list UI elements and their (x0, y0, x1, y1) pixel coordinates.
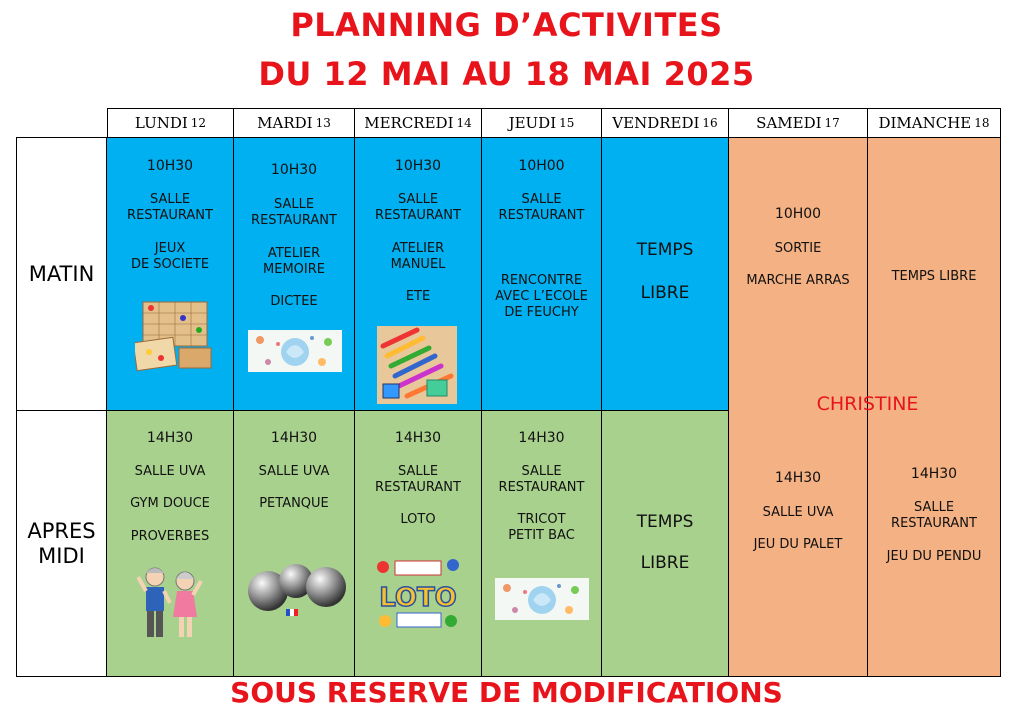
time: 14H30 (270, 430, 318, 446)
place: SALLE (521, 192, 562, 207)
activity: TEMPS (636, 240, 694, 260)
activity: PROVERBES (130, 529, 210, 544)
place: SALLE UVA (258, 464, 330, 479)
place: RESTAURANT (127, 208, 213, 223)
activity: PETIT BAC (508, 528, 575, 543)
time: 10H30 (146, 158, 194, 174)
seniors-exercise-image (137, 563, 203, 645)
row-label-apres-midi: APRES MIDI (16, 410, 107, 677)
day-header-mercredi: MERCREDI 14 (354, 108, 482, 138)
memory-brain-image (248, 330, 342, 372)
matin-vendredi-cell (601, 137, 729, 411)
time: 14H30 (518, 430, 565, 446)
day-header-vendredi: VENDREDI 16 (601, 108, 729, 138)
place: SALLE (397, 192, 439, 207)
place: RESTAURANT (891, 516, 977, 531)
place: SALLE UVA (762, 505, 834, 520)
activity: MARCHE ARRAS (746, 273, 850, 288)
craft-supplies-image (377, 326, 457, 404)
activity: TEMPS LIBRE (891, 269, 977, 284)
place: SALLE (521, 464, 562, 479)
activity: PETANQUE (259, 496, 329, 511)
activity: DICTEE (270, 294, 318, 309)
apres-vendredi-cell (601, 410, 729, 677)
apres-mardi-cell (233, 410, 355, 677)
day-header-dimanche: DIMANCHE 18 (867, 108, 1001, 138)
time: 10H30 (270, 162, 318, 178)
activity: DE SOCIETE (130, 257, 210, 272)
loto-logo-text: LOTO (379, 583, 457, 613)
time: 14H30 (774, 470, 822, 486)
activity: JEUX (154, 241, 186, 256)
activity: SORTIE (774, 241, 822, 256)
activity: JEU DU PENDU (886, 549, 982, 564)
activity: LIBRE (640, 283, 690, 303)
time: 14H30 (910, 466, 958, 482)
time: 10H00 (518, 158, 565, 174)
brain-games-image (495, 578, 589, 620)
place: RESTAURANT (375, 480, 461, 495)
activity: LIBRE (640, 553, 690, 573)
apres-lundi-cell (106, 410, 234, 677)
day-header-lundi: LUNDI 12 (107, 108, 234, 138)
staff-name: CHRISTINE (816, 393, 919, 415)
activity: ATELIER (391, 241, 445, 256)
activity: MEMOIRE (263, 262, 325, 277)
apres-mercredi-cell (354, 410, 482, 677)
place: SALLE UVA (134, 464, 206, 479)
day-header-jeudi: JEUDI 15 (481, 108, 602, 138)
place: RESTAURANT (498, 208, 585, 223)
activity: TRICOT (517, 512, 566, 527)
matin-mercredi-cell (354, 137, 482, 411)
activity: ETE (405, 289, 431, 304)
time: 14H30 (146, 430, 194, 446)
place: SALLE (913, 500, 955, 515)
page-title: PLANNING D’ACTIVITES (290, 6, 723, 44)
place: RESTAURANT (375, 208, 461, 223)
time: 14H30 (394, 430, 442, 446)
row-label-matin: MATIN (16, 137, 107, 411)
day-header-mardi: MARDI 13 (233, 108, 355, 138)
activity: LOTO (400, 512, 436, 527)
activity: DE FEUCHY (504, 305, 579, 320)
place: SALLE (397, 464, 439, 479)
activity: ATELIER (267, 246, 321, 261)
activity: JEU DU PALET (753, 537, 843, 552)
activity: RENCONTRE (500, 273, 583, 288)
activity: MANUEL (390, 257, 446, 272)
board-games-image (135, 298, 215, 372)
matin-lundi-cell (106, 137, 234, 411)
apres-jeudi-cell (481, 410, 602, 677)
place: SALLE (273, 197, 315, 212)
day-header-samedi: SAMEDI 17 (728, 108, 868, 138)
loto-logo-image (373, 555, 463, 633)
petanque-balls-image (244, 561, 348, 621)
matin-mardi-cell (233, 137, 355, 411)
activity: TEMPS (636, 512, 694, 532)
matin-jeudi-cell (481, 137, 602, 411)
footer-note: SOUS RESERVE DE MODIFICATIONS (230, 676, 783, 709)
activity: AVEC L’ECOLE (495, 289, 588, 304)
place: SALLE (149, 192, 191, 207)
place: RESTAURANT (251, 213, 337, 228)
time: 10H30 (394, 158, 442, 174)
page-subtitle: DU 12 MAI AU 18 MAI 2025 (258, 55, 755, 93)
activity: GYM DOUCE (130, 496, 210, 511)
time: 10H00 (774, 206, 822, 222)
place: RESTAURANT (498, 480, 585, 495)
